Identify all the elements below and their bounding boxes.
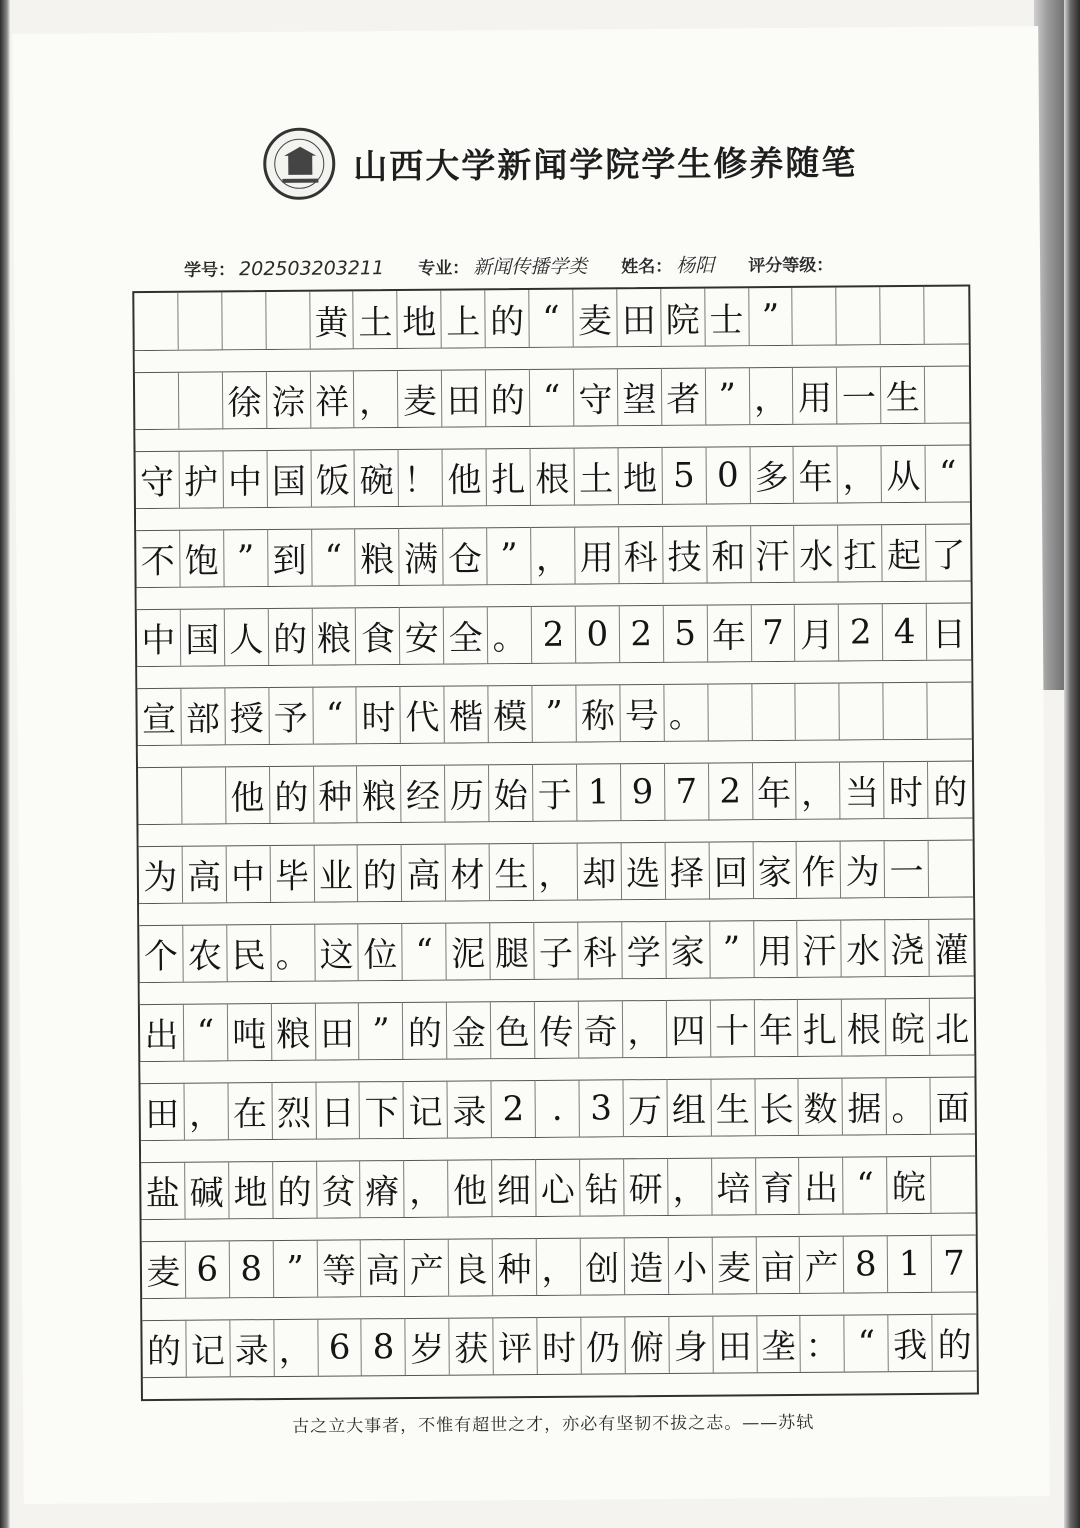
- grid-cell: 我: [889, 1314, 933, 1371]
- grid-cell: 水: [795, 525, 839, 582]
- grid-cell: 麦: [573, 289, 617, 346]
- grid-cell: 黄: [310, 291, 354, 348]
- grid-cell: 的: [937, 1325, 972, 1366]
- grid-cell: 8: [844, 1235, 888, 1292]
- grid-cell: 称: [576, 684, 620, 741]
- grid-cell: 造: [625, 1237, 669, 1294]
- grid-cell: 经: [401, 765, 445, 822]
- name-label: 姓名：: [621, 256, 673, 278]
- grid-cell: [752, 683, 796, 740]
- grid-cell: ”: [359, 1002, 403, 1059]
- grid-cell: 土: [354, 291, 398, 348]
- grid-cell: 四: [667, 1000, 711, 1057]
- grid-cell: 2: [532, 606, 576, 663]
- grid-cell: 的: [486, 369, 530, 426]
- grid-cell: [179, 371, 223, 428]
- grid-cell: 国: [267, 450, 311, 507]
- grid-cell: 4: [883, 603, 927, 660]
- grid-cell: 岁: [406, 1318, 450, 1375]
- grid-cell: “: [530, 369, 574, 426]
- grid-cell: [134, 293, 178, 350]
- grid-cell: 浇: [885, 919, 929, 976]
- grid-cell: 徐: [223, 371, 267, 428]
- grid-cell: 的: [268, 608, 312, 665]
- grid-cell: 身: [669, 1316, 713, 1373]
- grid-cell: 皖: [887, 1156, 931, 1213]
- grid-cell: 培: [712, 1157, 756, 1214]
- grid-cell: 泥: [446, 922, 490, 979]
- grid-cell: 记: [186, 1319, 230, 1376]
- grid-cell: [880, 287, 924, 344]
- grid-cell: 和: [707, 525, 751, 582]
- grid-cell: 家: [753, 841, 797, 898]
- grid-cell: 代: [401, 686, 445, 743]
- grid-cell: “: [403, 923, 447, 980]
- grid-cell: ，: [796, 762, 840, 819]
- grid-cell: 获: [450, 1317, 494, 1374]
- grid-cell: 予: [269, 687, 313, 744]
- grid-cell: 根: [531, 448, 575, 505]
- grid-row: [138, 761, 972, 826]
- grid-cell: .: [536, 1080, 580, 1137]
- grid-cell: 产: [405, 1239, 449, 1296]
- grid-cell: 传: [535, 1001, 579, 1058]
- grid-cell: 院: [661, 289, 705, 346]
- grid-cell: 年: [754, 999, 798, 1056]
- grid-cell: 饱: [180, 529, 224, 586]
- grid-cell: 组: [667, 1079, 711, 1136]
- grid-cell: 多: [750, 446, 794, 503]
- grid-cell: 不: [136, 530, 180, 587]
- grid-cell: 祥: [310, 370, 354, 427]
- grid-cell: “: [843, 1156, 887, 1213]
- grid-cell: 。: [488, 606, 532, 663]
- grid-cell: 者: [662, 368, 706, 425]
- grid-cell: 了: [931, 535, 966, 576]
- grid-cell: 始: [489, 764, 533, 821]
- grid-cell: 的: [142, 1320, 186, 1377]
- grid-cell: ，: [838, 445, 882, 502]
- name-value: 杨阳: [676, 254, 715, 277]
- grid-cell: 高: [361, 1239, 405, 1296]
- grid-cell: 亩: [756, 1236, 800, 1293]
- grid-cell: 科: [578, 921, 622, 978]
- grid-cell: “: [529, 290, 573, 347]
- grid-cell: [178, 292, 222, 349]
- grid-cell: 扎: [798, 999, 842, 1056]
- grid-cell: 技: [663, 526, 707, 583]
- grid-cell: 业: [314, 844, 358, 901]
- grid-cell: 生: [711, 1078, 755, 1135]
- grid-cell: 生: [490, 843, 534, 900]
- grid-cell: 他: [448, 1159, 492, 1216]
- grid-cell: 地: [229, 1161, 273, 1218]
- grid-cell: 。: [271, 924, 315, 981]
- grid-row: [137, 603, 971, 668]
- grid-cell: 月: [795, 604, 839, 661]
- grid-cell: 等: [317, 1239, 361, 1296]
- grid-cell: 回: [709, 841, 753, 898]
- grid-cell: 的: [270, 766, 314, 823]
- grid-row: [140, 998, 974, 1063]
- grid-cell: ”: [749, 288, 793, 345]
- grid-row: [142, 1314, 976, 1379]
- grid-cell: ，: [623, 1000, 667, 1057]
- university-seal-icon: [263, 128, 336, 201]
- grid-cell: 淙: [267, 371, 311, 428]
- grid-cell: 8: [230, 1240, 274, 1297]
- grid-cell: ！: [399, 449, 443, 506]
- grid-cell: 2: [709, 762, 753, 819]
- grid-cell: 用: [793, 367, 837, 424]
- grid-cell: 水: [842, 919, 886, 976]
- grid-cell: 5: [663, 605, 707, 662]
- grid-cell: 到: [268, 529, 312, 586]
- grid-cell: 学: [622, 921, 666, 978]
- grid-cell: 农: [183, 924, 227, 981]
- grid-cell: 楷: [445, 685, 489, 742]
- grid-row: [142, 1235, 976, 1300]
- grid-cell: 这: [315, 923, 359, 980]
- grid-cell: ，: [274, 1319, 318, 1376]
- grid-cell: 他: [443, 448, 487, 505]
- grid-cell: 日: [316, 1081, 360, 1138]
- grid-cell: 8: [362, 1318, 406, 1375]
- grid-cell: 土: [574, 447, 618, 504]
- grid-cell: 下: [360, 1081, 404, 1138]
- grid-cell: 瘠: [361, 1160, 405, 1217]
- grid-cell: 时: [537, 1317, 581, 1374]
- grid-cell: 田: [140, 1083, 184, 1140]
- grid-cell: [796, 683, 840, 740]
- grid-cell: 国: [181, 608, 225, 665]
- grid-cell: 材: [446, 843, 490, 900]
- grid-cell: 7: [751, 604, 795, 661]
- grid-cell: [884, 682, 928, 739]
- grid-cell: 创: [581, 1237, 625, 1294]
- grid-cell: 为: [139, 846, 183, 903]
- grid-cell: “: [845, 1314, 889, 1371]
- grid-cell: 作: [797, 841, 841, 898]
- grid-cell: 民: [227, 924, 271, 981]
- grid-cell: 扎: [487, 448, 531, 505]
- grid-cell: 。: [887, 1077, 931, 1134]
- grid-cell: 的: [933, 772, 968, 813]
- grid-cell: [138, 767, 182, 824]
- major-label: 专业：: [418, 258, 470, 279]
- grid-cell: 号: [620, 684, 664, 741]
- grid-cell: 选: [621, 842, 665, 899]
- grid-cell: [927, 682, 971, 739]
- grid-cell: “: [184, 1003, 228, 1060]
- grid-cell: “: [938, 453, 957, 494]
- grid-cell: 7: [942, 1243, 965, 1284]
- grid-cell: 地: [618, 447, 662, 504]
- major-value: 新闻传播学类: [473, 255, 588, 279]
- grade-label: 评分等级：: [748, 255, 834, 277]
- grid-cell: 粮: [272, 1003, 316, 1060]
- grid-cell: 士: [705, 288, 749, 345]
- essay-paper: [12, 26, 1050, 1504]
- grid-cell: 碱: [185, 1161, 229, 1218]
- grid-cell: ，: [531, 527, 575, 584]
- grid-cell: 为: [841, 840, 885, 897]
- grid-cell: 田: [617, 289, 661, 346]
- grid-cell: ”: [224, 529, 268, 586]
- grid-cell: 2: [620, 605, 664, 662]
- grid-cell: [135, 372, 179, 429]
- grid-cell: 汗: [798, 920, 842, 977]
- grid-cell: 宣: [137, 688, 181, 745]
- grid-cell: 个: [139, 925, 183, 982]
- student-info-bar: [184, 249, 964, 282]
- grid-cell: 安: [400, 607, 444, 664]
- grid-cell: 仓: [443, 527, 487, 584]
- grid-cell: 烈: [272, 1082, 316, 1139]
- grid-cell: ：: [801, 1315, 845, 1372]
- grid-cell: 粮: [357, 765, 401, 822]
- grid-cell: 数: [799, 1078, 843, 1135]
- grid-cell: 麦: [712, 1236, 756, 1293]
- grid-cell: [840, 682, 884, 739]
- grid-cell: 扛: [838, 524, 882, 581]
- grid-cell: 日: [931, 614, 967, 655]
- grid-cell: 历: [445, 764, 489, 821]
- footer-quote: 古之立大事者，不惟有超世之才，亦必有坚韧不拔之志。——苏轼: [292, 1412, 815, 1437]
- grid-cell: 从: [882, 445, 926, 502]
- grid-cell: 育: [756, 1157, 800, 1214]
- page-title: 山西大学新闻学院学生修养随笔: [353, 142, 858, 187]
- grid-cell: 3: [579, 1079, 623, 1136]
- grid-cell: [925, 366, 969, 423]
- grid-cell: ”: [487, 527, 531, 584]
- grid-cell: [793, 288, 837, 345]
- grid-cell: 用: [754, 920, 798, 977]
- grid-cell: 录: [230, 1319, 274, 1376]
- grid-cell: 高: [402, 844, 446, 901]
- grid-cell: 良: [449, 1238, 493, 1295]
- grid-cell: 时: [357, 686, 401, 743]
- grid-row: [139, 840, 973, 905]
- grid-cell: 吨: [228, 1003, 272, 1060]
- grid-cell: ，: [537, 1238, 581, 1295]
- grid-cell: 北: [934, 1009, 970, 1050]
- grid-cell: 他: [226, 766, 270, 823]
- grid-cell: 模: [489, 685, 533, 742]
- grid-cell: 十: [710, 999, 754, 1056]
- grid-row: [134, 287, 968, 352]
- grid-cell: 1: [577, 763, 621, 820]
- grid-cell: 部: [181, 687, 225, 744]
- grid-cell: 万: [623, 1079, 667, 1136]
- grid-cell: 汗: [751, 525, 795, 582]
- grid-cell: ”: [710, 920, 754, 977]
- grid-cell: 田: [713, 1315, 757, 1372]
- grid-cell: 细: [492, 1159, 536, 1216]
- grid-cell: 俯: [625, 1316, 669, 1373]
- scan-edge-left: [0, 0, 10, 1528]
- grid-cell: 位: [359, 923, 403, 980]
- grid-cell: 评: [493, 1317, 537, 1374]
- grid-cell: 中: [137, 609, 181, 666]
- grid-row: [137, 682, 971, 747]
- grid-cell: 望: [618, 368, 662, 425]
- grid-cell: 皖: [886, 998, 930, 1055]
- grid-cell: 灌: [934, 930, 969, 971]
- grid-row: [141, 1156, 975, 1221]
- grid-cell: 6: [318, 1318, 362, 1375]
- grid-cell: “: [312, 528, 356, 585]
- grid-cell: 地: [398, 291, 442, 348]
- grid-cell: 钻: [580, 1158, 624, 1215]
- grid-cell: 小: [668, 1237, 712, 1294]
- grid-cell: 腿: [490, 922, 534, 979]
- grid-cell: 出: [799, 1157, 843, 1214]
- grid-cell: [708, 683, 752, 740]
- grid-cell: 生: [881, 366, 925, 423]
- grid-row: [135, 366, 969, 431]
- grid-cell: [929, 840, 973, 897]
- grid-cell: 的: [403, 1002, 447, 1059]
- grid-cell: 1: [888, 1235, 932, 1292]
- grid-cell: 5: [662, 447, 706, 504]
- grid-cell: 麦: [142, 1241, 186, 1298]
- grid-cell: ，: [354, 370, 398, 427]
- grid-cell: [182, 766, 226, 823]
- grid-cell: 盐: [141, 1162, 185, 1219]
- grid-cell: 粮: [356, 528, 400, 585]
- grid-cell: 的: [485, 290, 529, 347]
- grid-cell: 时: [884, 761, 928, 818]
- grid-cell: 科: [619, 526, 663, 583]
- grid-cell: 出: [140, 1004, 184, 1061]
- grid-cell: 人: [225, 608, 269, 665]
- grid-cell: 毕: [270, 845, 314, 902]
- grid-cell: 择: [665, 842, 709, 899]
- grid-cell: 。: [664, 684, 708, 741]
- grid-cell: 7: [665, 763, 709, 820]
- grid-cell: 家: [666, 921, 710, 978]
- grid-cell: 全: [444, 606, 488, 663]
- grid-row: [136, 524, 970, 589]
- grid-cell: 在: [228, 1082, 272, 1139]
- grid-cell: 满: [399, 528, 443, 585]
- writing-grid: [132, 285, 979, 1402]
- grid-cell: 心: [536, 1159, 580, 1216]
- grid-cell: 却: [578, 842, 622, 899]
- grid-cell: ”: [273, 1240, 317, 1297]
- grid-cell: 垄: [757, 1315, 801, 1372]
- grid-cell: 中: [226, 845, 270, 902]
- grid-row: [136, 445, 970, 510]
- grid-cell: 田: [315, 1002, 359, 1059]
- grid-cell: 色: [491, 1001, 535, 1058]
- grid-cell: 年: [794, 446, 838, 503]
- grid-cell: 一: [885, 840, 929, 897]
- grid-cell: 授: [225, 687, 269, 744]
- grid-cell: 碗: [355, 449, 399, 506]
- page-header: [263, 119, 864, 204]
- grid-cell: 守: [574, 368, 618, 425]
- grid-cell: ，: [404, 1160, 448, 1217]
- grid-cell: 种: [493, 1238, 537, 1295]
- grid-cell: 的: [273, 1161, 317, 1218]
- grid-cell: 仍: [581, 1316, 625, 1373]
- grid-cell: 据: [843, 1077, 887, 1134]
- grid-cell: 中: [223, 450, 267, 507]
- grid-cell: 上: [442, 290, 486, 347]
- grid-cell: ，: [184, 1082, 228, 1139]
- student-id-value: 202503203211: [239, 257, 385, 281]
- grid-cell: 种: [314, 765, 358, 822]
- grid-cell: 于: [533, 764, 577, 821]
- grid-cell: 研: [624, 1158, 668, 1215]
- grid-cell: 的: [358, 844, 402, 901]
- grid-cell: [222, 292, 266, 349]
- grid-cell: ，: [534, 843, 578, 900]
- grid-cell: [931, 1156, 975, 1213]
- grid-cell: 粮: [312, 607, 356, 664]
- grid-cell: 奇: [579, 1000, 623, 1057]
- grid-cell: [266, 292, 310, 349]
- grid-cell: 护: [179, 450, 223, 507]
- grid-cell: ，: [668, 1158, 712, 1215]
- grid-cell: 0: [706, 446, 750, 503]
- grid-cell: 田: [442, 369, 486, 426]
- grid-cell: ，: [749, 367, 793, 424]
- grid-cell: 2: [839, 603, 883, 660]
- grid-cell: 用: [575, 526, 619, 583]
- grid-cell: 金: [447, 1001, 491, 1058]
- grid-cell: 起: [882, 524, 926, 581]
- grid-cell: 当: [840, 761, 884, 818]
- student-id-label: 学号：: [184, 260, 236, 281]
- grid-cell: 录: [448, 1080, 492, 1137]
- grid-cell: 6: [186, 1240, 230, 1297]
- grid-cell: 贫: [317, 1160, 361, 1217]
- grid-cell: 产: [800, 1236, 844, 1293]
- grid-row: [139, 919, 973, 984]
- grid-cell: [837, 287, 881, 344]
- grid-cell: 9: [621, 763, 665, 820]
- grid-cell: 0: [576, 605, 620, 662]
- grid-cell: 一: [837, 366, 881, 423]
- grid-cell: 年: [753, 762, 797, 819]
- grid-cell: “: [313, 686, 357, 743]
- grid-cell: 食: [356, 607, 400, 664]
- grid-cell: 饭: [311, 449, 355, 506]
- grid-cell: ”: [706, 367, 750, 424]
- grid-cell: 根: [842, 998, 886, 1055]
- grid-cell: 长: [755, 1078, 799, 1135]
- grid-row: [140, 1077, 974, 1142]
- grid-cell: 守: [136, 451, 180, 508]
- grid-cell: 面: [935, 1088, 970, 1129]
- grid-cell: 年: [707, 604, 751, 661]
- grid-cell: 麦: [398, 370, 442, 427]
- grid-cell: 记: [404, 1081, 448, 1138]
- grid-cell: ”: [532, 685, 576, 742]
- grid-cell: 子: [534, 922, 578, 979]
- grid-cell: 高: [183, 845, 227, 902]
- scan-edge-right: [1064, 0, 1080, 1528]
- grid-cell: [924, 287, 968, 344]
- grid-cell: 2: [492, 1080, 536, 1137]
